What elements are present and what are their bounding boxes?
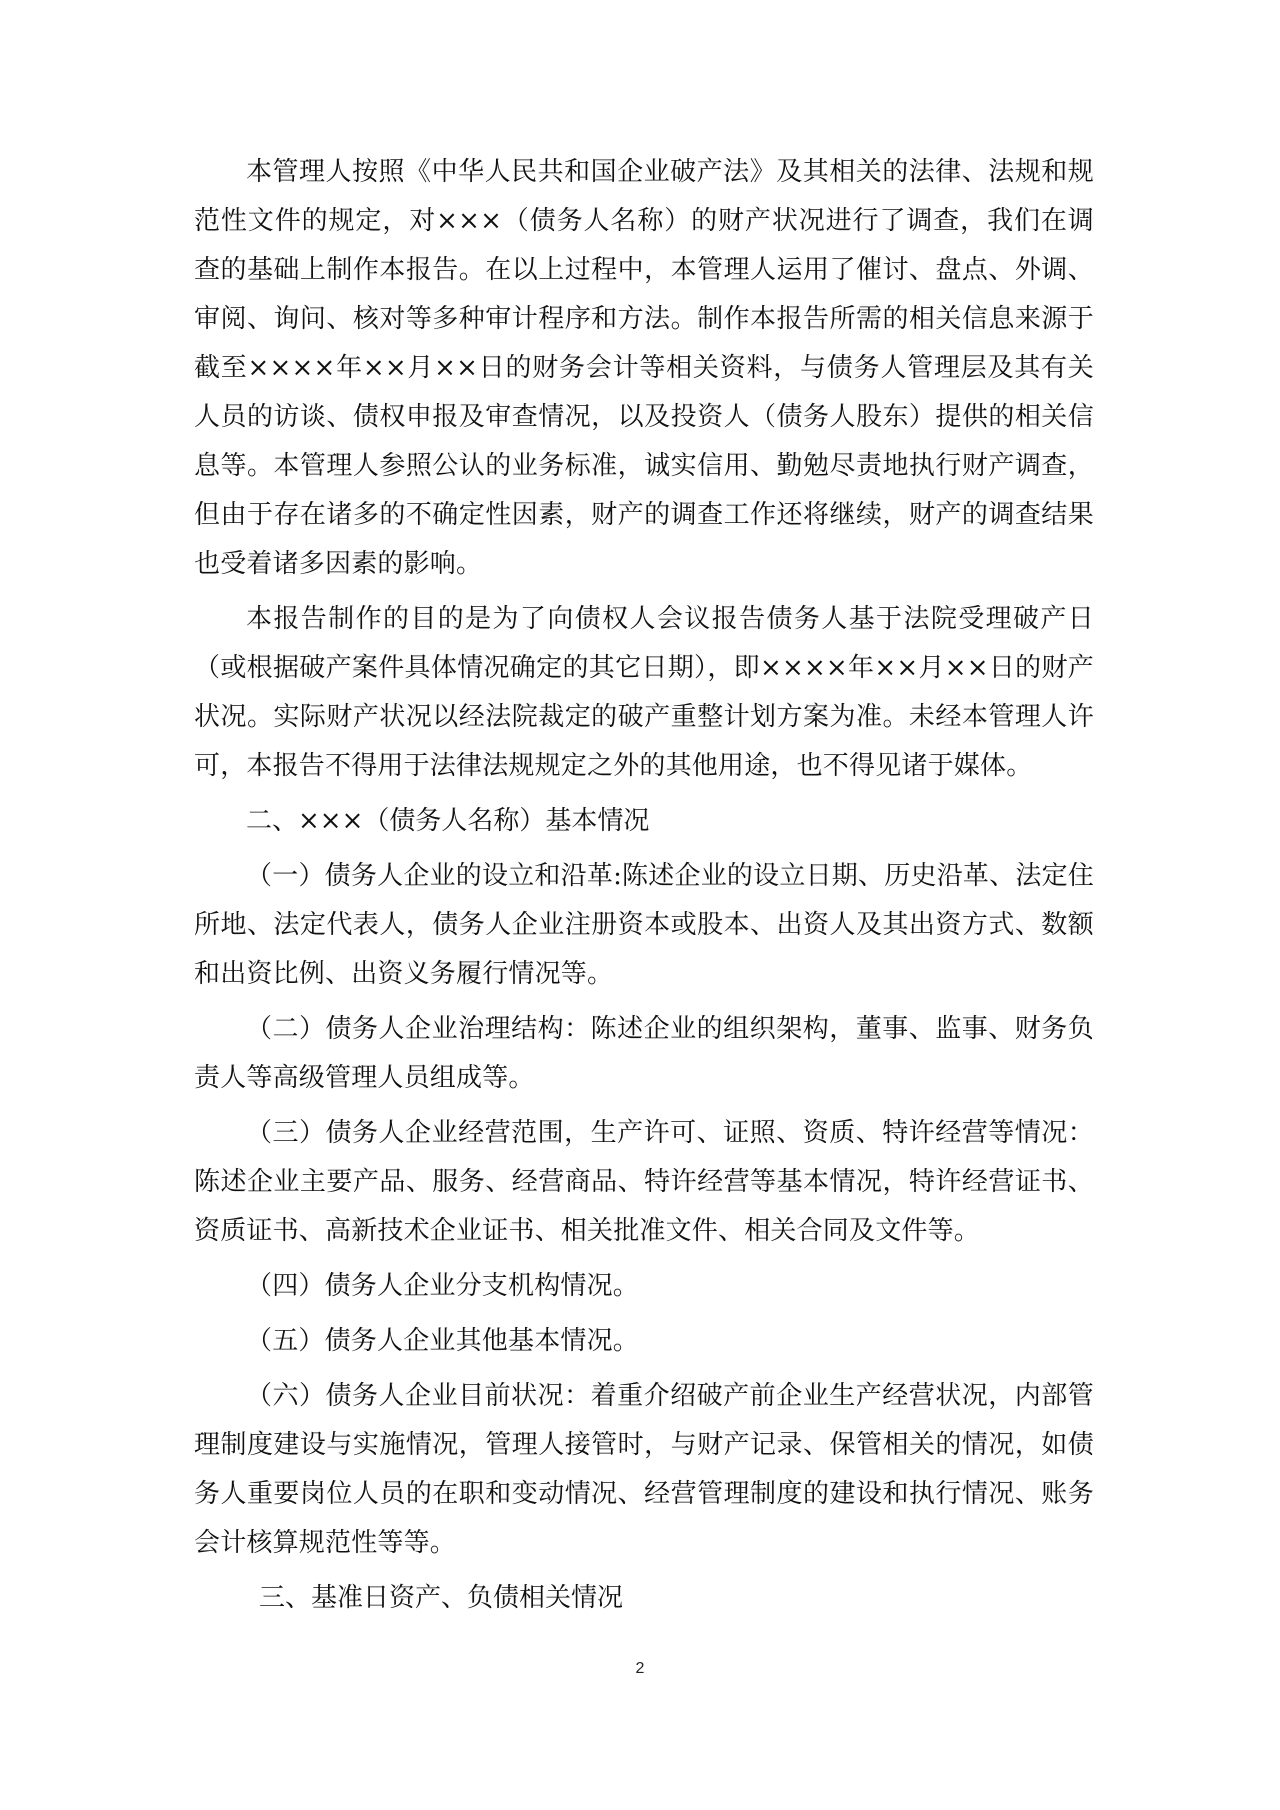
page-number: 2 bbox=[635, 1660, 645, 1677]
intro-paragraph-purpose: 本报告制作的目的是为了向债权人会议报告债务人基于法院受理破产日（或根据破产案件具体情况确定的其它日期），即××××年××月××日的财产状况。实际财产状况以经法院裁定的破产重整计划方案为准。未经本管理人许可，本报告不得用于法律法规规定之外的其他用途，也不得见诸于媒体。 bbox=[194, 604, 1094, 781]
section-3-heading: 三、基准日资产、负债相关情况 bbox=[259, 1583, 624, 1613]
section-2-item-5: （五）债务人企业其他基本情况。 bbox=[246, 1326, 640, 1356]
section-2-item-2: （二）债务人企业治理结构：陈述企业的组织架构，董事、监事、财务负责人等高级管理人员组成等。 bbox=[194, 1014, 1094, 1093]
section-2-item-3: （三）债务人企业经营范围，生产许可、证照、资质、特许经营等情况：陈述企业主要产品、服务、经营商品、特许经营等基本情况，特许经营证书、资质证书、高新技术企业证书、相关批准文件、相关合同及文件等。 bbox=[194, 1118, 1094, 1246]
section-2-item-1: （一）债务人企业的设立和沿革:陈述企业的设立日期、历史沿革、法定住所地、法定代表人，债务人企业注册资本或股本、出资人及其出资方式、数额和出资比例、出资义务履行情况等。 bbox=[194, 861, 1094, 989]
section-2-item-6: （六）债务人企业目前状况：着重介绍破产前企业生产经营状况，内部管理制度建设与实施情况，管理人接管时，与财产记录、保管相关的情况，如债务人重要岗位人员的在职和变动情况、经营管理制度的建设和执行情况、账务会计核算规范性等等。 bbox=[194, 1381, 1094, 1558]
document-body bbox=[194, 148, 1094, 1623]
section-2-item-4: （四）债务人企业分支机构情况。 bbox=[246, 1271, 640, 1301]
intro-paragraph-scope: 本管理人按照《中华人民共和国企业破产法》及其相关的法律、法规和规范性文件的规定，对×××（债务人名称）的财产状况进行了调查，我们在调查的基础上制作本报告。在以上过程中，本管理人运用了催讨、盘点、外调、审阅、询问、核对等多种审计程序和方法。制作本报告所需的相关信息来源于截至××××年××月××日的财务会计等相关资料，与债务人管理层及其有关人员的访谈、债权申报及审查情况，以及投资人（债务人股东）提供的相关信息等。本管理人参照公认的业务标准，诚实信用、勤勉尽责地执行财产调查，但由于存在诸多的不确定性因素，财产的调查工作还将继续，财产的调查结果也受着诸多因素的影响。 bbox=[194, 157, 1094, 579]
section-2-heading: 二、×××（债务人名称）基本情况 bbox=[246, 806, 650, 836]
